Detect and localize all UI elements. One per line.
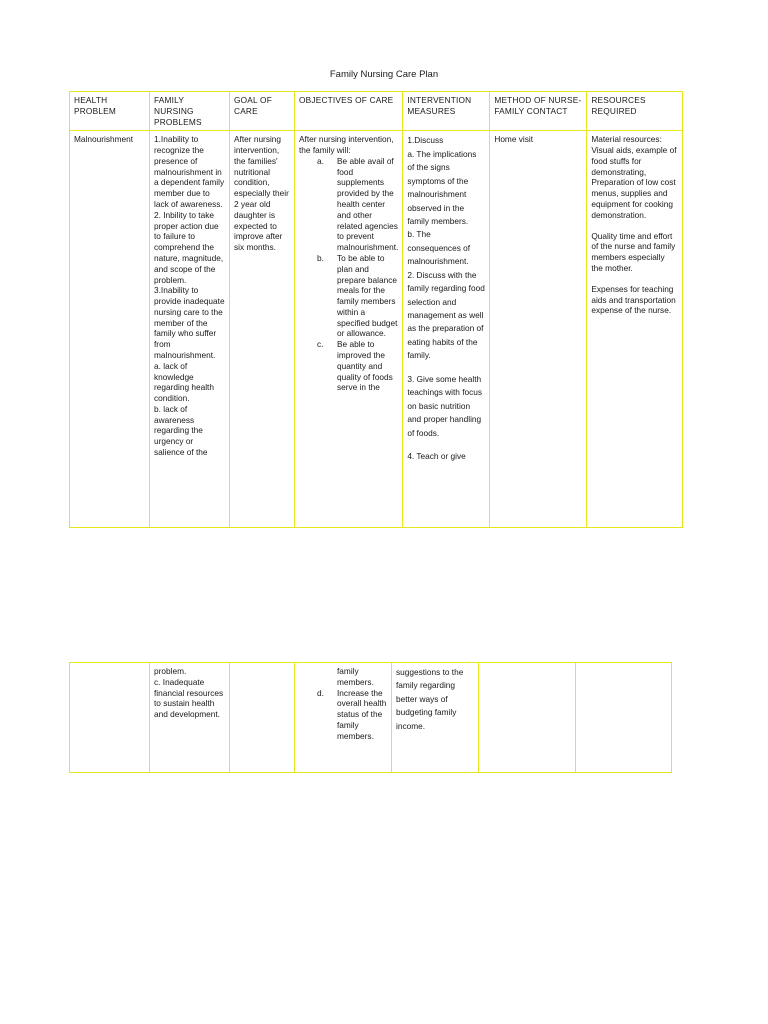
header-health-problem: HEALTH PROBLEM	[70, 92, 150, 131]
header-method-of-contact: METHOD OF NURSE-FAMILY CONTACT	[490, 92, 587, 131]
resources-required-cell: Material resources: Visual aids, example of food stuffs for demonstrating, Preparation of low cost menus, supplies and equipment for cooking demonstration. Quality time and effort of the nurse and family members especially the mother. Expenses for teaching aids and transportation expense of the nurse.	[587, 131, 683, 528]
objectives-list	[299, 156, 398, 393]
health-problem-cell: Malnourishment	[70, 131, 150, 528]
table-row	[70, 663, 672, 773]
header-family-nursing-problems: FAMILY NURSING PROBLEMS	[150, 92, 230, 131]
list-item: family members.	[337, 666, 374, 687]
intervention-measures-cell: suggestions to the family regarding better ways of budgeting family income.	[392, 663, 479, 773]
list-item: a. Be able avail of food supplements provided by the health center and other related agencies to prevent malnourishment.	[317, 155, 399, 253]
header-objectives-of-care: OBJECTIVES OF CARE	[295, 92, 403, 131]
goal-of-care-cell: After nursing intervention, the families' nutritional condition, especially their 2 year old daughter is expected to improve after six months.	[230, 131, 295, 528]
document-title: Family Nursing Care Plan	[329, 69, 439, 80]
family-nursing-problems-cell: 1.Inability to recognize the presence of malnourishment in a dependent family member due to lack of awareness. 2. Inbility to take proper action due to failure to comprehend the nature, magnitude, and scope of the problem. 3.Inability to provide inadequate nursing care to the member of the family who suffer from malnourishment. a. lack of knowledge regarding health condition. b. lack of awareness regarding the urgency or salience of the	[150, 131, 230, 528]
health-problem-cell	[70, 663, 150, 773]
care-plan-table-page-2	[69, 662, 672, 773]
objectives-list	[299, 666, 387, 741]
header-intervention-measures: INTERVENTION MEASURES	[403, 92, 490, 131]
table-row	[70, 131, 683, 528]
header-resources-required: RESOURCES REQUIRED	[587, 92, 683, 131]
list-item: c. Be able to improved the quantity and quality of foods serve in the	[317, 339, 393, 393]
family-nursing-problems-cell: problem. c. Inadequate financial resources to sustain health and development.	[150, 663, 230, 773]
goal-of-care-cell	[230, 663, 295, 773]
care-plan-table-page-1	[69, 91, 683, 528]
header-goal-of-care: GOAL OF CARE	[230, 92, 295, 131]
method-of-contact-cell	[479, 663, 576, 773]
objectives-of-care-cell	[295, 663, 392, 773]
list-item: d. Increase the overall health status of the family members.	[317, 687, 387, 741]
method-of-contact-cell: Home visit	[490, 131, 587, 528]
objectives-of-care-cell: After nursing intervention, the family will: a. Be able avail of food supplements provided by the health center and other related agencies to prevent malnourishment. b. To be able to plan and prepare balance meals for the family members within a specified budget or allowance. c. Be able to improved the quantity and quality of foods serve in the	[295, 131, 403, 528]
intervention-measures-cell: 1.Discuss a. The implications of the signs symptoms of the malnourishment observed in the family members. b. The consequences of malnourishment. 2. Discuss with the family regarding food selection and management as well as the preparation of eating habits of the family. 3. Give some health teachings with focus on basic nutrition and proper handling of foods. 4. Teach or give	[403, 131, 490, 528]
resources-required-cell	[576, 663, 672, 773]
header-row	[70, 92, 683, 131]
list-item: b. To be able to plan and prepare balance meals for the family members within a specified budget or allowance.	[317, 252, 398, 339]
